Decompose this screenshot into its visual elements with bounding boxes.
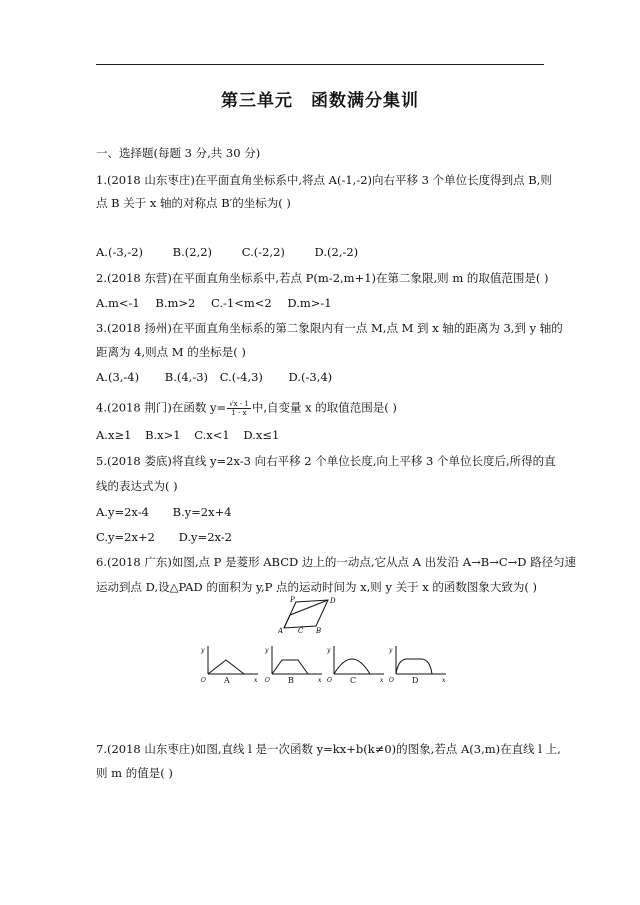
q5-option-d: D.y=2x-2 bbox=[178, 530, 232, 544]
section-heading: 一、选择题(每题 3 分,共 30 分) bbox=[96, 146, 261, 160]
q5-line1: 5.(2018 娄底)将直线 y=2x-3 向右平移 2 个单位长度,向上平移 3 个单位长度后,所得的直 bbox=[96, 454, 556, 468]
header-rule bbox=[96, 64, 544, 65]
q2-line1: 2.(2018 东营)在平面直角坐标系中,若点 P(m-2,m+1)在第二象限,则 m 的取值范围是( ) bbox=[96, 271, 549, 285]
rhombus-figure bbox=[278, 594, 340, 634]
graph-b-origin: O bbox=[265, 677, 270, 684]
q1-line2: 点 B 关于 x 轴的对称点 B′的坐标为( ) bbox=[96, 196, 291, 210]
q1-option-c: C.(-2,2) bbox=[241, 245, 285, 259]
q3-line2: 距离为 4,则点 M 的坐标是( ) bbox=[96, 345, 246, 359]
q5-option-b: B.y=2x+4 bbox=[172, 505, 232, 519]
q4-frac-num: √x - 1 bbox=[229, 400, 249, 408]
graph-d-y-label: y bbox=[389, 647, 393, 654]
graph-d-curve bbox=[396, 659, 432, 674]
q3-option-a: A.(3,-4) bbox=[96, 370, 140, 384]
q5-option-a: A.y=2x-4 bbox=[96, 505, 149, 519]
page-title: 第三单元 函数满分集训 bbox=[221, 91, 419, 111]
q4-frac-den: 1 - x bbox=[231, 409, 247, 417]
rhombus-abcd bbox=[284, 600, 328, 628]
q4-option-d: D.x≤1 bbox=[243, 428, 280, 442]
q4-prefix: 4.(2018 荆门)在函数 y= bbox=[96, 400, 227, 415]
graph-c-x-label: x bbox=[380, 677, 384, 684]
q6-line2: 运动到点 D,设△PAD 的面积为 y,P 点的运动时间为 x,则 y 关于 x 的函数图象大致为( ) bbox=[96, 580, 538, 594]
graph-a-origin: O bbox=[201, 677, 206, 684]
graph-a-label: A bbox=[224, 676, 230, 685]
q3-option-c: C.(-4,3) bbox=[219, 370, 263, 384]
q2-option-c: C.-1<m<2 bbox=[211, 296, 272, 310]
graph-c-curve bbox=[334, 659, 370, 674]
graph-b-label: B bbox=[288, 676, 294, 685]
q3-options bbox=[96, 370, 358, 384]
label-c: C bbox=[298, 627, 304, 634]
q2-options bbox=[96, 296, 358, 310]
label-b: B bbox=[316, 627, 322, 634]
q4-suffix: 中,自变量 x 的取值范围是( ) bbox=[251, 400, 397, 415]
q5-option-c: C.y=2x+2 bbox=[96, 530, 155, 544]
graph-a-curve bbox=[208, 660, 244, 674]
graph-a-x-label: x bbox=[254, 677, 258, 684]
q7-line1: 7.(2018 山东枣庄)如图,直线 l 是一次函数 y=kx+b(k≠0)的图象,若点 A(3,m)在直线 l 上, bbox=[96, 742, 561, 756]
q5-options-row1 bbox=[96, 505, 258, 519]
q1-line1: 1.(2018 山东枣庄)在平面直角坐标系中,将点 A(-1,-2)向右平移 3 个单位长度得到点 B,则 bbox=[96, 173, 552, 187]
q3-option-d: D.(-3,4) bbox=[288, 370, 333, 384]
graph-b-x-label: x bbox=[318, 677, 322, 684]
graph-d-label: D bbox=[412, 676, 419, 685]
q4-line1 bbox=[96, 400, 397, 417]
q6-line1: 6.(2018 广东)如图,点 P 是菱形 ABCD 边上的一动点,它从点 A 出发沿 A→B→C→D 路径匀速 bbox=[96, 555, 577, 569]
q2-option-a: A.m<-1 bbox=[96, 296, 140, 310]
graph-b-y-label: y bbox=[265, 647, 269, 654]
graph-a-y-label: y bbox=[201, 647, 205, 654]
q2-option-d: D.m>-1 bbox=[287, 296, 332, 310]
graph-b-curve bbox=[272, 660, 308, 674]
graph-c-y-label: y bbox=[327, 647, 331, 654]
q4-option-b: B.x>1 bbox=[145, 428, 181, 442]
q5-line2: 线的表达式为( ) bbox=[96, 479, 178, 493]
q5-options-row2 bbox=[96, 530, 258, 544]
q7-line2: 则 m 的值是( ) bbox=[96, 766, 173, 780]
label-d: D bbox=[330, 597, 336, 605]
q3-option-b: B.(4,-3) bbox=[164, 370, 209, 384]
q3-line1: 3.(2018 扬州)在平面直角坐标系的第二象限内有一点 M,点 M 到 x 轴的距离为 3,到 y 轴的 bbox=[96, 321, 563, 335]
graph-d-x-label: x bbox=[442, 677, 446, 684]
q1-options bbox=[96, 245, 384, 259]
q1-option-b: B.(2,2) bbox=[172, 245, 213, 259]
q4-option-c: C.x<1 bbox=[194, 428, 230, 442]
label-p: P bbox=[290, 596, 295, 604]
q4-option-a: A.x≥1 bbox=[96, 428, 132, 442]
graph-d-origin: O bbox=[389, 677, 394, 684]
segment-pa bbox=[284, 615, 290, 628]
graph-c-origin: O bbox=[327, 677, 332, 684]
q4-fraction bbox=[227, 400, 251, 417]
q4-options bbox=[96, 428, 305, 442]
label-a: A bbox=[278, 627, 284, 634]
q1-option-a: A.(-3,-2) bbox=[96, 245, 143, 259]
q2-option-b: B.m>2 bbox=[155, 296, 196, 310]
q1-option-d: D.(2,-2) bbox=[314, 245, 359, 259]
graph-c-label: C bbox=[350, 676, 357, 685]
